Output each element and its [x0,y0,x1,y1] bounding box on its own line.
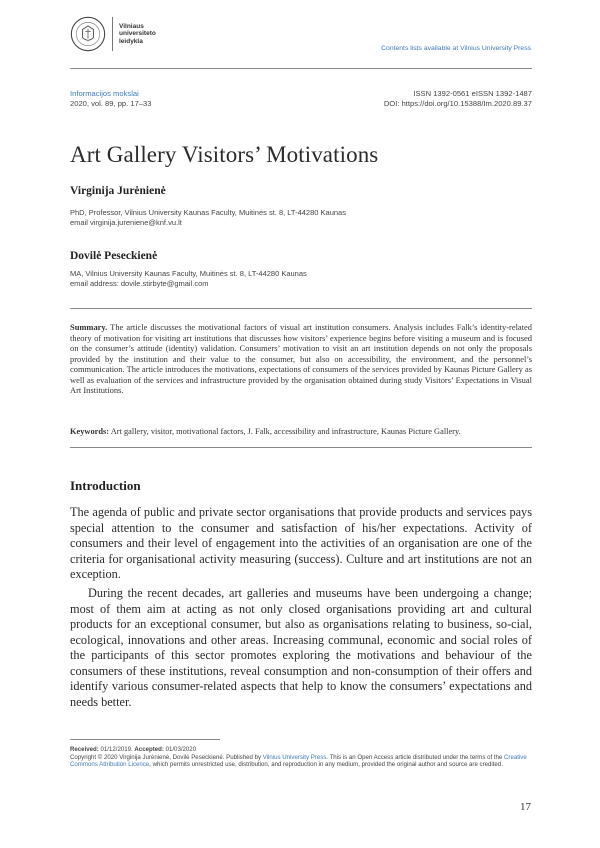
article-footer [70,746,532,769]
keywords [70,427,540,436]
issn: ISSN 1392-0561 eISSN 1392-1487 [413,89,532,98]
journal-info [70,89,152,108]
page-number: 17 [520,801,531,813]
author-email: email virginija.jureniene@knf.vu.lt [70,217,182,227]
logo-divider [112,17,113,51]
author-affiliation: PhD, Professor, Vilnius University Kaunas Faculty, Muitinės st. 8, LT-44280 Kaunas email virginija.jureniene@knf.vu.lt [70,208,346,227]
journal-volume: 2020, vol. 89, pp. 17–33 [70,98,152,108]
doi[interactable]: DOI: https://doi.org/10.15388/Im.2020.89.37 [383,98,532,108]
keywords-label: Keywords: [70,427,110,436]
body-paragraph: The agenda of public and private sector organisations that provide products and services pays special attention to the consumer and satisfaction of his/her expectations. Activity of consumers and their level of engagement into the activities of an organisation are one of the criteria for organisational activity measuring (success). Culture and art institutions are not an exception. [70,505,532,581]
license-link[interactable]: Creative Commons Attribution Licence [70,753,527,769]
summary-label: Summary. [70,322,108,332]
footer-rule [70,739,220,740]
dates-line: Received: 01/12/2019. Accepted: 01/03/2020 [70,746,197,753]
publisher-name: Vilniaus universiteto leidykla [119,22,156,45]
author-affiliation: MA, Vilnius University Kaunas Faculty, Muitinės st. 8, LT-44280 Kaunas email address: dovile.stirbyte@gmail.com [70,269,307,288]
university-seal-icon [70,16,106,52]
summary-text: The article discusses the motivational factors of visual art institution consumers. Analysis includes Falk’s identity-related theory of motivation for visiting art institutions that discusses how visitors’ experience begins before visiting a museum and is focused on the consumer’s attitude (identity) validation. Consumers’ motivation to visit an art institution depends on not only the proposals provided by the institution and their value to the consumer, but also on accessibility, the environment, and the personnel’s communication. The article introduces the motivations, expectations of consumers of the services provided by Kaunas Picture Gallery as well as evaluation of the services and infrastructure provided by the organisation obtained during study Visitors’ Expectations in Visual Art Institutions. [70,322,532,396]
author-name: Dovilė Peseckienė [70,250,158,262]
header-rule [70,68,532,69]
abstract-top-rule [70,308,532,309]
body-paragraph: During the recent decades, art galleries and museums have been undergoing a change; most of them aim at acting as not only closed organisations providing art and cultural products for an exceptional consumer, but also as organisations relating to business, so-cial, ecological, innovations and other areas. Increasing communal, economic and social roles of the participants of this sector promotes exploring the motivations and behaviour of the consumers of these institutions, reveal consumption and non-consumption of their offers and identify various consumer-related aspects that help to know the consumers’ expectations and needs better. [70,586,532,709]
publisher-logo [70,16,156,52]
keywords-text: Art gallery, visitor, motivational factors, J. Falk, accessibility and infrastructure, Kaunas Picture Gallery. [110,427,461,436]
journal-identifiers [384,89,532,108]
abstract-bottom-rule [70,447,532,448]
section-heading: Introduction [70,478,141,493]
author-name: Virginija Jurėnienė [70,185,166,197]
author-email: email address: dovile.stirbyte@gmail.com [70,278,209,288]
summary [70,322,532,396]
contents-link[interactable]: Contents lists available at Vilnius University Press [381,45,531,52]
publisher-link[interactable]: Vilnius University Press [262,753,327,761]
article-title: Art Gallery Visitors’ Motivations [70,142,379,167]
journal-name[interactable]: Informacijos mokslai [70,89,139,98]
copyright-notice: Copyright © 2020 Virginija Jurėnienė, Dovilė Peseckienė. Published by Vilnius University Press. This is an Open Access article distributed under the terms of the Creative Commons Attribution Licence, which permits unrestricted use, distribution, and reproduction in any medium, provided the original author and source are credited. [70,753,527,769]
